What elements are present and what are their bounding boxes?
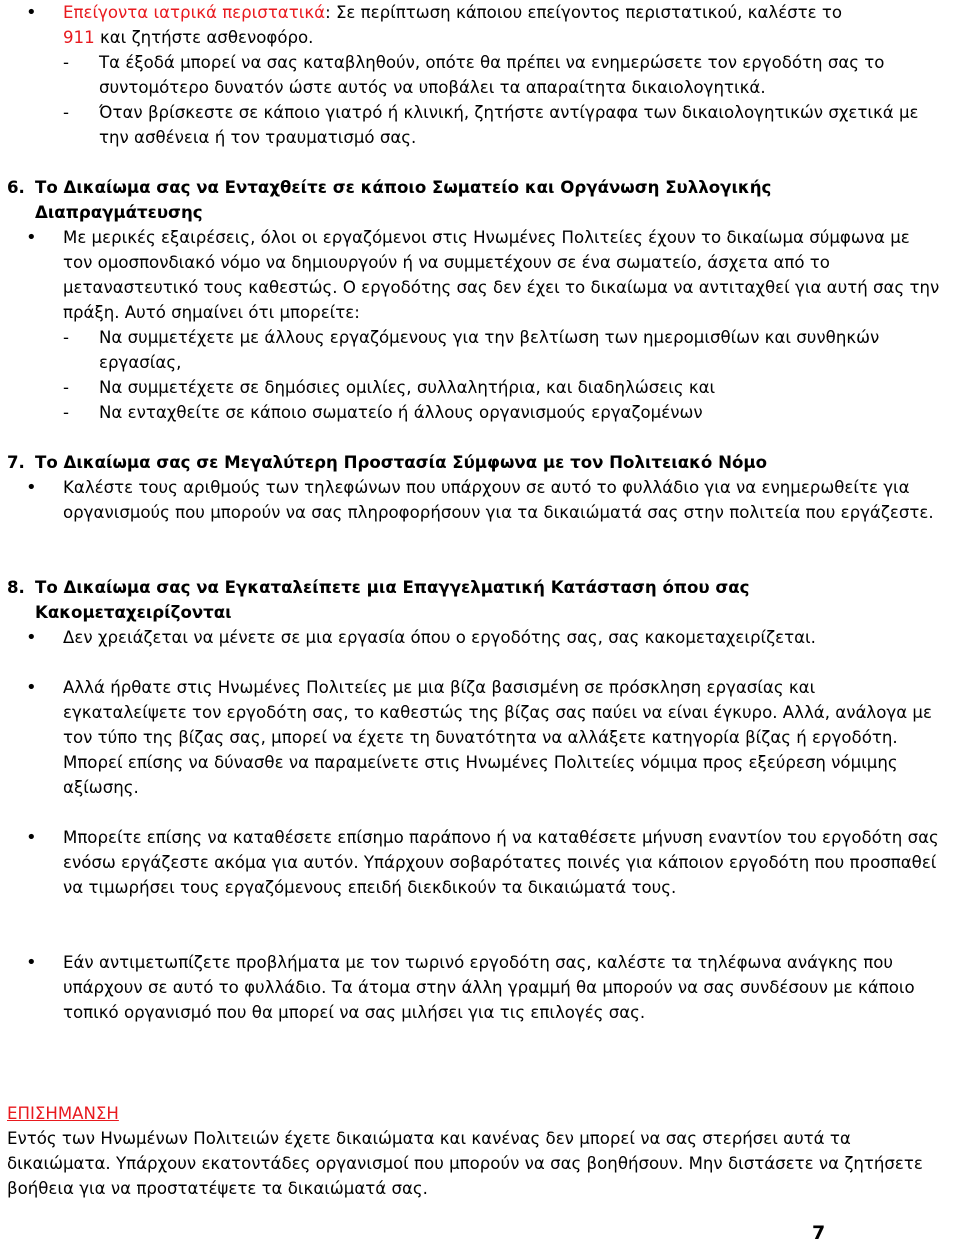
emergency-rest: και ζητήστε ασθενοφόρο.	[94, 27, 314, 47]
section-6-number: 6.	[7, 178, 25, 197]
section-8-bullet-4: • Εάν αντιμετωπίζετε προβλήματα με τον τωρινό εργοδότη σας, καλέστε τα τηλέφωνα ανάγκης που υπάρχουν σε αυτό το φυλλάδιο. Τα άτομα στην άλλη γραμμή θα μπορούν να σας συνδέσουν με κάποιο τοπικό οργανισμό που θα μπορεί να σας μιλήσει για τις επιλογές σας.	[0, 951, 941, 1026]
emergency-lead: Επείγοντα ιατρικά περιστατικά	[63, 3, 326, 22]
section-6-dash-2: - Να συμμετέχετε σε δημόσιες ομιλίες, συλλαλητήρια, και διαδηλώσεις και	[0, 376, 941, 401]
section-6-heading	[0, 176, 941, 226]
emergency-dash-1: - Τα έξοδά μπορεί να σας καταβληθούν, οπότε θα πρέπει να ενημερώσετε τον εργοδότη σας το συντομότερο δυνατόν ώστε αυτός να υποβάλει τα απαραίτητα δικαιολογητικά.	[0, 51, 941, 101]
section-8-heading	[0, 576, 941, 626]
section-8-number: 8.	[7, 578, 25, 597]
section-7-heading	[0, 451, 941, 476]
page-number: 7	[812, 1222, 826, 1244]
section-7-title: Το Δικαίωμα σας σε Μεγαλύτερη Προστασία Σύμφωνα με τον Πολιτειακό Νόμο	[35, 453, 767, 472]
emergency-dash-2: - Όταν βρίσκεστε σε κάποιο γιατρό ή κλινική, ζητήστε αντίγραφα των δικαιολογητικών σχετικά με την ασθένεια ή τον τραυματισμό σας.	[0, 101, 941, 151]
section-7-number: 7.	[7, 453, 25, 472]
section-8-bullet-3: • Μπορείτε επίσης να καταθέσετε επίσημο παράπονο ή να καταθέσετε μήνυση εναντίον του εργοδότη σας ενόσω εργάζεστε ακόμα για αυτόν. Υπάρχουν σοβαρότατες ποινές για κάποιον εργοδότη που προσπαθεί να τιμωρήσει τους εργαζόμενους επειδή διεκδικούν τα δικαιώματά τους.	[0, 826, 941, 901]
note-text: Εντός των Ηνωμένων Πολιτειών έχετε δικαιώματα και κανένας δεν μπορεί να σας στερήσει αυτά τα δικαιώματα. Υπάρχουν εκατοντάδες οργανισμοί που μπορούν να σας βοηθήσουν. Μην διστάσετε να ζητήσετε βοήθεια για να προστατέψετε τα δικαιώματά σας.	[7, 1129, 923, 1198]
section-6-dash-3: - Να ενταχθείτε σε κάποιο σωματείο ή άλλους οργανισμούς εργαζομένων	[0, 401, 941, 426]
section-7-bullet: • Καλέστε τους αριθμούς των τηλεφώνων που υπάρχουν σε αυτό το φυλλάδιο για να ενημερωθείτε για οργανισμούς που μπορούν να σας πληροφορήσουν για τα δικαιώματά σας στην πολιτεία που εργάζεστε.	[0, 476, 941, 526]
section-6-bullet: • Με μερικές εξαιρέσεις, όλοι οι εργαζόμενοι στις Ηνωμένες Πολιτείες έχουν το δικαίωμα σύμφωνα με τον ομοσπονδιακό νόμο να δημιουργούν ή να συμμετέχουν σε ένα σωματείο, άσχετα από το μεταναστευτικό τους καθεστώς. Ο εργοδότης σας δεν έχει το δικαίωμα να αντιταχθεί για αυτή σας την πράξη. Αυτό σημαίνει ότι μπορείτε:	[0, 226, 941, 326]
emergency-colon: :	[325, 3, 331, 22]
emergency-text: Σε περίπτωση κάποιου επείγοντος περιστατικού, καλέστε το	[330, 3, 843, 22]
emergency-911: 911	[63, 27, 95, 47]
note-heading: ΕΠΙΣΗΜΑΝΣΗ	[7, 1104, 119, 1123]
emergency-bullet	[0, 1, 941, 51]
section-8-bullet-2: • Αλλά ήρθατε στις Ηνωμένες Πολιτείες με μια βίζα βασισμένη σε πρόσκληση εργασίας και εγκαταλείψετε τον εργοδότη σας, το καθεστώς της βίζας σας παύει να είναι έγκυρο. Αλλά, ανάλογα με τον τύπο της βίζας σας, μπορεί να έχετε τη δυνατότητα να αλλάξετε κατηγορία βίζας ή εργοδότη. Μπορεί επίσης να δύνασθε να παραμείνετε στις Ηνωμένες Πολιτείες νόμιμα προς εξεύρεση νόμιμης αξίωσης.	[0, 676, 941, 801]
section-6-title: Το Δικαίωμα σας να Ενταχθείτε σε κάποιο Σωματείο και Οργάνωση Συλλογικής Διαπραγμάτευσης	[35, 178, 772, 222]
section-8-bullet-1: • Δεν χρειάζεται να μένετε σε μια εργασία όπου ο εργοδότης σας, σας κακομεταχειρίζεται.	[0, 626, 941, 651]
section-8-title: Το Δικαίωμα σας να Εγκαταλείπετε μια Επαγγελματική Κατάσταση όπου σας Κακομεταχειρίζονται	[35, 578, 750, 622]
section-6-dash-1: - Να συμμετέχετε με άλλους εργαζόμενους για την βελτίωση των ημερομισθίων και συνθηκών εργασίας,	[0, 326, 941, 376]
